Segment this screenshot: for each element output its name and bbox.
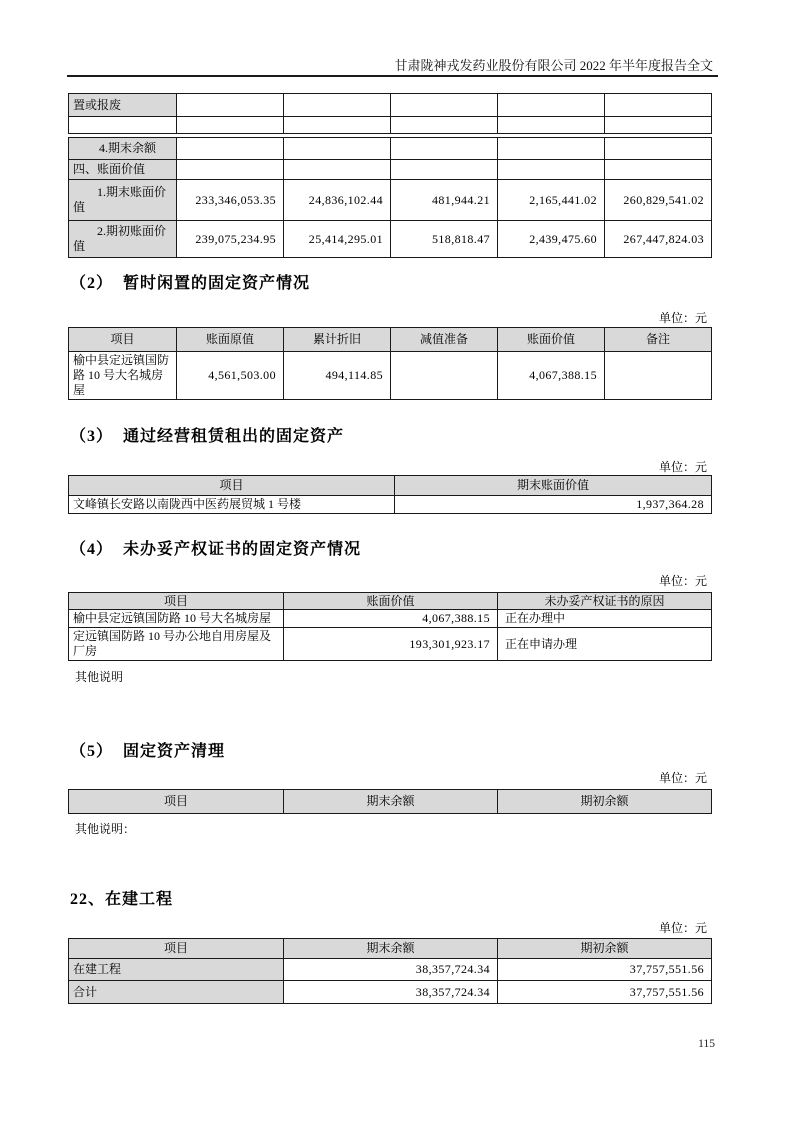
value-cell: [391, 138, 498, 160]
heading-title: 固定资产清理: [123, 743, 226, 760]
column-header: 期初余额: [498, 939, 712, 959]
document-header-title: 甘肃陇神戎发药业股份有限公司 2022 年半年度报告全文: [394, 58, 713, 73]
row-label-cell: 1.期末账面价值: [69, 180, 177, 221]
unit-label: 单位：元: [658, 921, 707, 935]
column-header: 期末余额: [284, 790, 498, 814]
table-row: [69, 160, 712, 180]
row-label-cell: 4.期末余额: [69, 138, 177, 160]
value-cell: [605, 94, 712, 117]
value-cell: [177, 94, 284, 117]
value-cell: 518,818.47: [391, 221, 498, 258]
value-cell: [177, 160, 284, 180]
value-cell: [391, 117, 498, 134]
value-cell: 37,757,551.56: [498, 959, 712, 981]
note-cell: [605, 352, 712, 400]
value-cell: [498, 138, 605, 160]
heading-number: 22、: [70, 891, 106, 908]
value-cell: [498, 117, 605, 134]
item-cell: 合计: [69, 981, 284, 1004]
value-cell: 24,836,102.44: [284, 180, 391, 221]
section-heading-disposal: [70, 738, 225, 761]
table-row: [69, 628, 712, 661]
value-cell: 481,944.21: [391, 180, 498, 221]
value-cell: [391, 94, 498, 117]
value-cell: [498, 160, 605, 180]
value-cell: [391, 352, 498, 400]
table-row: [69, 352, 712, 400]
heading-title: 暂时闲置的固定资产情况: [123, 275, 311, 292]
value-cell: 4,561,503.00: [177, 352, 284, 400]
heading-title: 通过经营租赁租出的固定资产: [123, 428, 345, 445]
table-header-row: [69, 476, 712, 496]
table-header-row: [69, 790, 712, 814]
fixed-assets-carryover-table-main: [68, 137, 712, 258]
column-header: 账面原值: [177, 328, 284, 352]
section-heading-idle-assets: [70, 270, 310, 293]
value-cell: [284, 117, 391, 134]
construction-in-progress-table: [68, 938, 712, 1004]
value-cell: [605, 160, 712, 180]
value-cell: [177, 117, 284, 134]
value-cell: 37,757,551.56: [498, 981, 712, 1004]
column-header: 未办妥产权证书的原因: [498, 593, 712, 610]
column-header: 账面价值: [498, 328, 605, 352]
column-header: 减值准备: [391, 328, 498, 352]
table-row: [69, 496, 712, 514]
value-cell: 260,829,541.02: [605, 180, 712, 221]
row-label-cell: 2.期初账面价值: [69, 221, 177, 258]
column-header: 项目: [69, 476, 395, 496]
heading-number: （4）: [70, 541, 114, 558]
value-cell: 193,301,923.17: [284, 628, 498, 661]
value-cell: 2,165,441.02: [498, 180, 605, 221]
value-cell: 267,447,824.03: [605, 221, 712, 258]
row-label-cell: 四、账面价值: [69, 160, 177, 180]
other-notes-label: 其他说明: [75, 670, 124, 684]
column-header: 期末余额: [284, 939, 498, 959]
value-cell: 233,346,053.35: [177, 180, 284, 221]
heading-number: （5）: [70, 743, 114, 760]
table-header-row: [69, 593, 712, 610]
value-cell: 1,937,364.28: [395, 496, 712, 514]
item-cell: 在建工程: [69, 959, 284, 981]
section-heading-construction-in-progress: [70, 886, 173, 909]
table-row: [69, 221, 712, 258]
column-header: 期初余额: [498, 790, 712, 814]
column-header: 项目: [69, 328, 177, 352]
value-cell: [284, 94, 391, 117]
column-header: 备注: [605, 328, 712, 352]
value-cell: [284, 160, 391, 180]
unit-label: 单位：元: [658, 574, 707, 588]
value-cell: 4,067,388.15: [498, 352, 605, 400]
column-header: 项目: [69, 939, 284, 959]
page-number: 115: [698, 1038, 715, 1050]
unit-label: 单位：元: [658, 311, 707, 325]
fixed-assets-carryover-table-top: [68, 93, 712, 134]
column-header: 项目: [69, 593, 284, 610]
value-cell: 494,114.85: [284, 352, 391, 400]
heading-title: 在建工程: [105, 891, 174, 908]
table-header-row: [69, 939, 712, 959]
section-heading-no-certificate: [70, 536, 361, 559]
unit-label: 单位：元: [658, 460, 707, 474]
no-certificate-table: [68, 592, 712, 661]
table-row: [69, 180, 712, 221]
table-row: [69, 981, 712, 1004]
other-notes-label: 其他说明：: [75, 822, 136, 836]
value-cell: [605, 138, 712, 160]
value-cell: 38,357,724.34: [284, 959, 498, 981]
heading-number: （3）: [70, 428, 114, 445]
table-row: [69, 959, 712, 981]
unit-label: 单位：元: [658, 771, 707, 785]
value-cell: [605, 117, 712, 134]
item-cell: 文峰镇长安路以南陇西中医药展贸城 1 号楼: [69, 496, 395, 514]
heading-title: 未办妥产权证书的固定资产情况: [123, 541, 362, 558]
row-label-cell: 置或报废: [69, 94, 177, 117]
section-heading-leased-assets: [70, 423, 344, 446]
table-row: [69, 117, 712, 134]
value-cell: [391, 160, 498, 180]
item-cell: 定远镇国防路 10 号办公地自用房屋及厂房: [69, 628, 284, 661]
header-divider: [67, 75, 718, 77]
value-cell: [498, 94, 605, 117]
value-cell: [284, 138, 391, 160]
table-header-row: [69, 328, 712, 352]
disposal-table: [68, 789, 712, 814]
column-header: 期末账面价值: [395, 476, 712, 496]
column-header: 项目: [69, 790, 284, 814]
value-cell: 25,414,295.01: [284, 221, 391, 258]
column-header: 累计折旧: [284, 328, 391, 352]
table-row: [69, 610, 712, 628]
reason-cell: 正在申请办理: [498, 628, 712, 661]
row-label-cell: [69, 117, 177, 134]
reason-cell: 正在办理中: [498, 610, 712, 628]
idle-assets-table: [68, 327, 712, 400]
heading-number: （2）: [70, 275, 114, 292]
value-cell: 2,439,475.60: [498, 221, 605, 258]
item-cell: 榆中县定远镇国防路 10 号大名城房屋: [69, 610, 284, 628]
leased-assets-table: [68, 475, 712, 514]
value-cell: [177, 138, 284, 160]
item-cell: 榆中县定远镇国防路 10 号大名城房屋: [69, 352, 177, 400]
table-row: [69, 94, 712, 117]
value-cell: 4,067,388.15: [284, 610, 498, 628]
value-cell: 38,357,724.34: [284, 981, 498, 1004]
column-header: 账面价值: [284, 593, 498, 610]
value-cell: 239,075,234.95: [177, 221, 284, 258]
table-row: [69, 138, 712, 160]
